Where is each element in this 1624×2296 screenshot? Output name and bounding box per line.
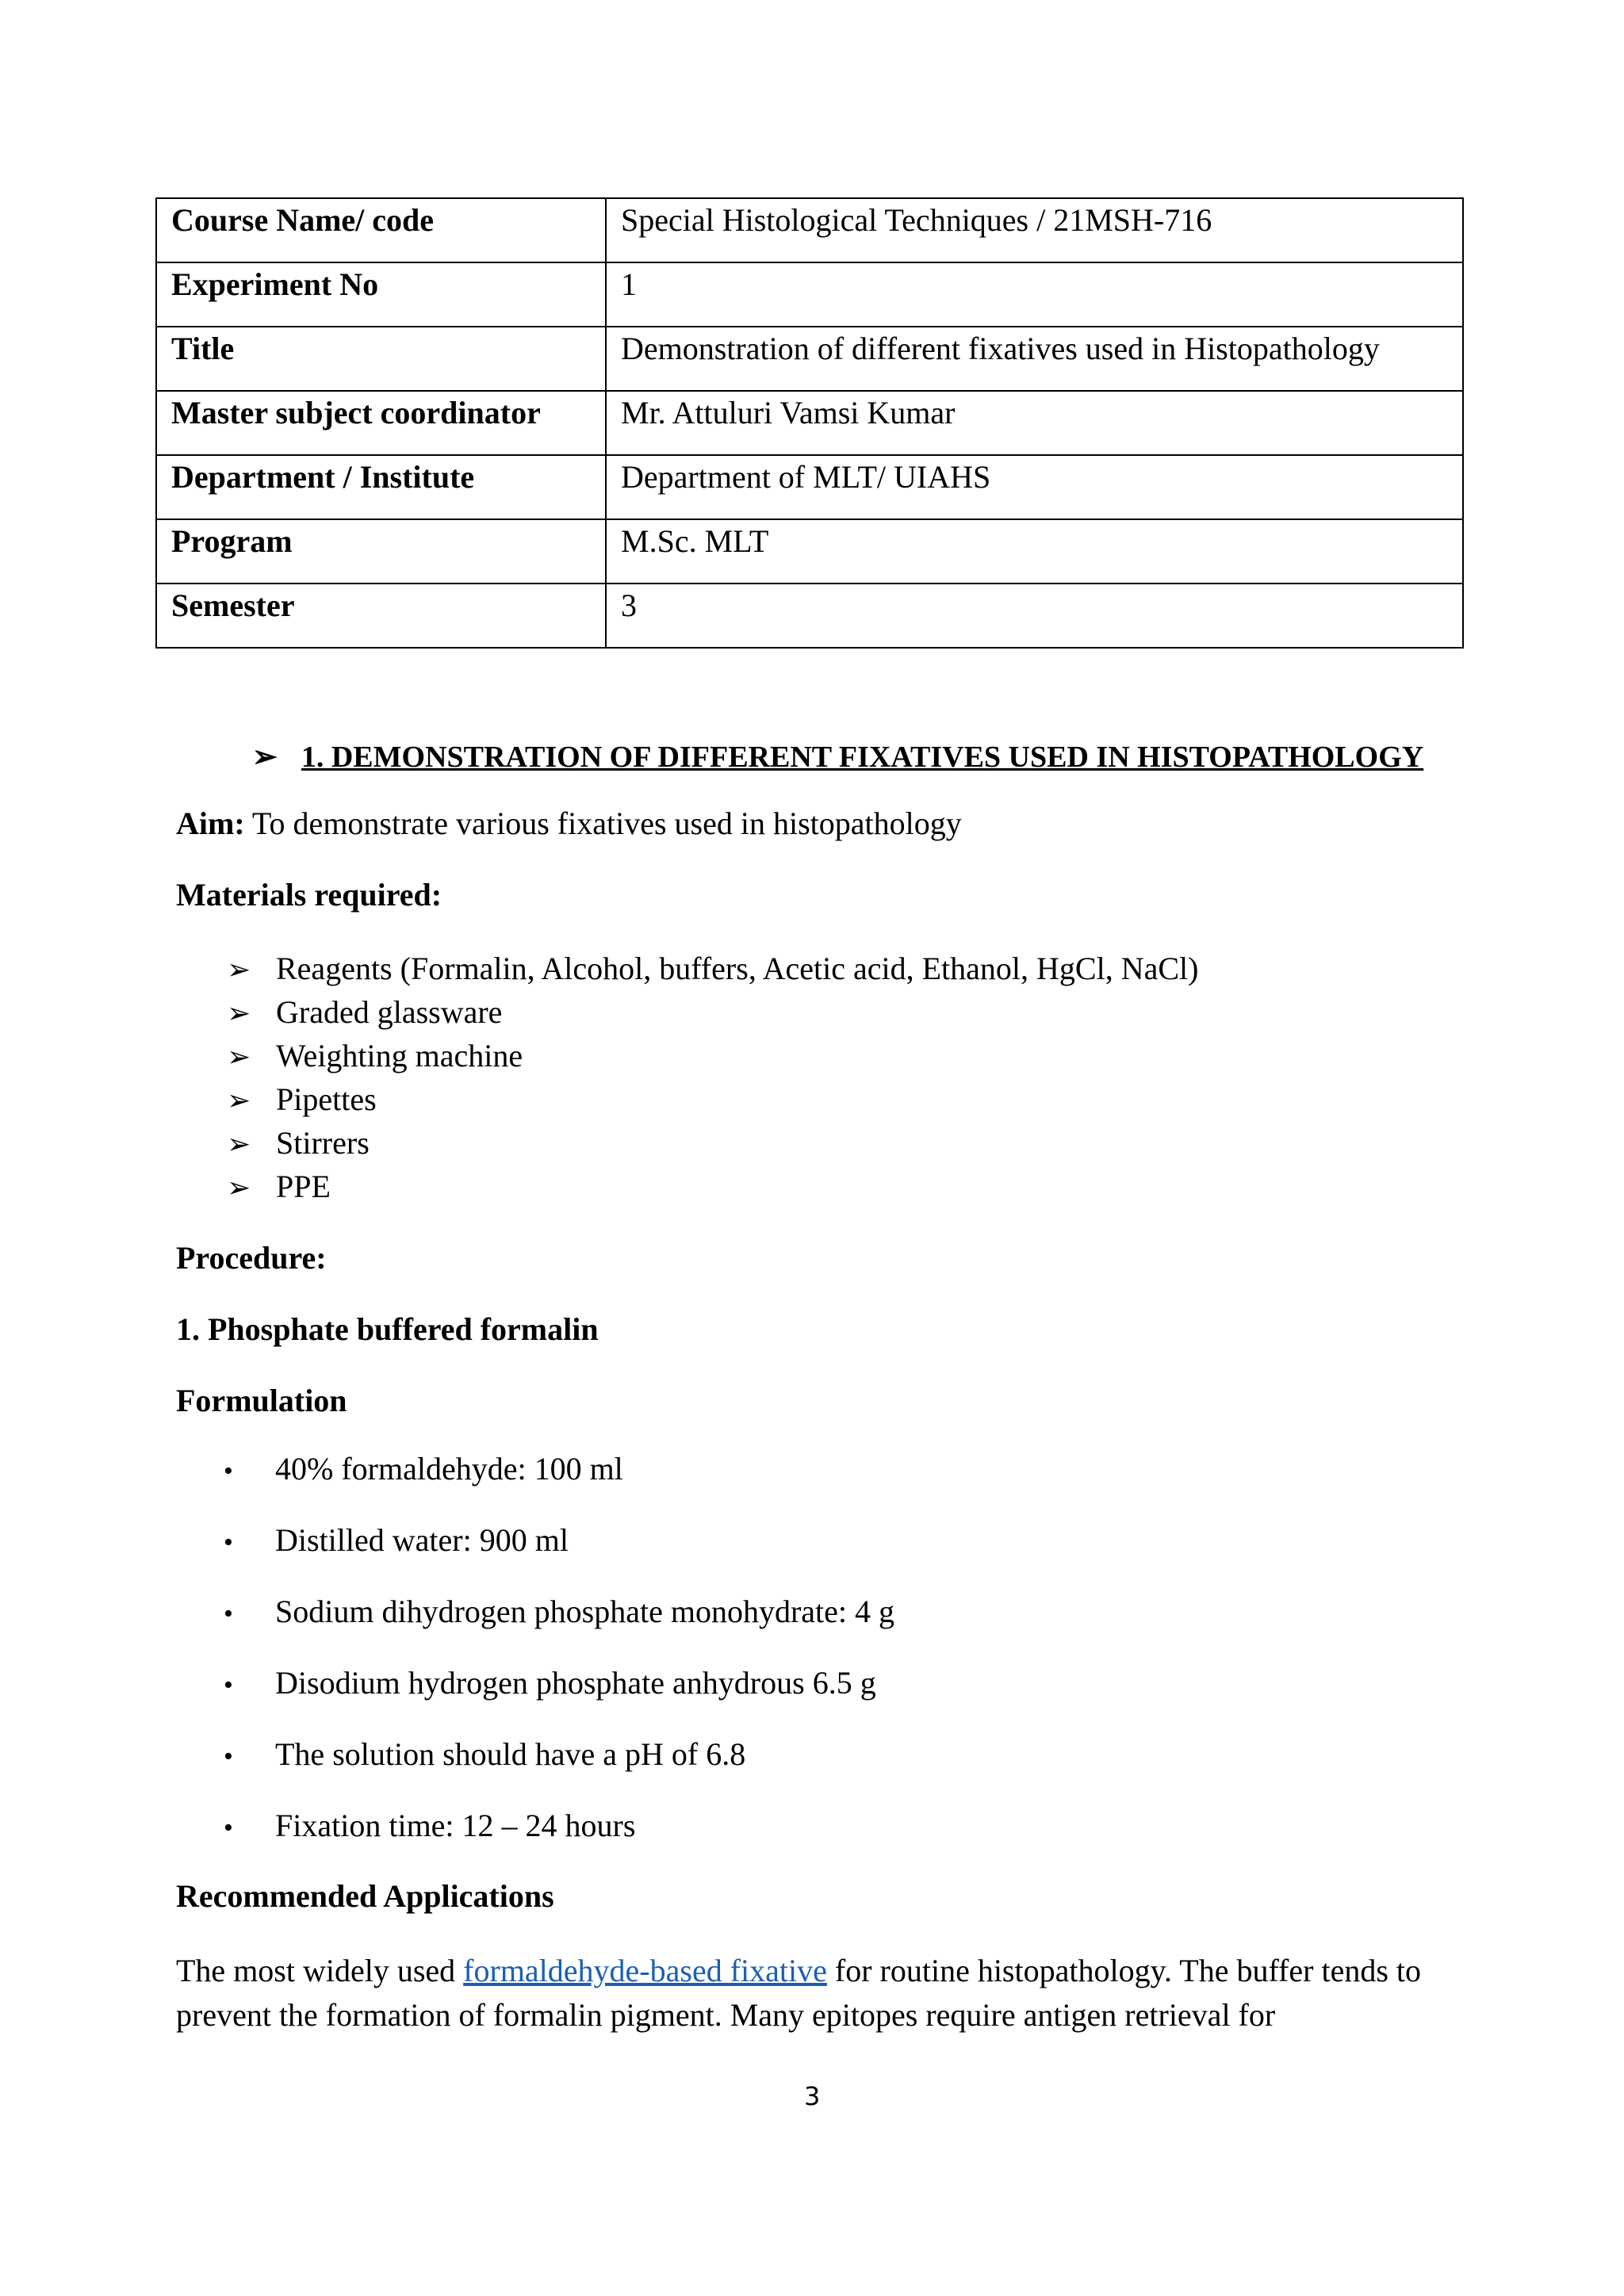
list-item: ➢ PPE — [227, 1165, 1198, 1208]
applications-paragraph: The most widely used formaldehyde-based fixative for routine histopathology. The buffer tends to prevent the formation of formalin pigment. Many epitopes require antigen retrieval for — [176, 1953, 1421, 2033]
applications-heading: Recommended Applications — [176, 1878, 554, 1914]
table-row — [156, 584, 1463, 648]
list-item: • Disodium hydrogen phosphate anhydrous 6.5 g — [224, 1665, 894, 1736]
row-value: M.Sc. MLT — [606, 519, 1463, 584]
arrow-bullet-icon: ➢ — [227, 1172, 251, 1203]
row-value: Department of MLT/ UIAHS — [606, 455, 1463, 519]
aim-label: Aim: — [176, 806, 245, 841]
row-label: Semester — [156, 584, 606, 648]
procedure-heading: Procedure: — [176, 1240, 327, 1276]
arrow-bullet-icon: ➢ — [227, 1041, 251, 1073]
row-value: Special Histological Techniques / 21MSH-716 — [606, 198, 1463, 262]
bullet-icon: • — [224, 1742, 233, 1771]
course-info-table — [155, 197, 1464, 649]
table-row — [156, 198, 1463, 262]
fixative-link[interactable]: formaldehyde-based fixative — [463, 1953, 827, 1988]
arrow-bullet-icon: ➢ — [227, 1085, 251, 1116]
aim-text: To demonstrate various fixatives used in histopathology — [244, 806, 962, 841]
section-heading — [252, 739, 1423, 775]
row-value: 1 — [606, 262, 1463, 327]
list-item: • The solution should have a pH of 6.8 — [224, 1736, 894, 1808]
list-item: • 40% formaldehyde: 100 ml — [224, 1451, 894, 1522]
table-row — [156, 391, 1463, 455]
list-item: • Sodium dihydrogen phosphate monohydrate: 4 g — [224, 1594, 894, 1665]
row-label: Department / Institute — [156, 455, 606, 519]
table-row — [156, 327, 1463, 391]
row-label: Program — [156, 519, 606, 584]
list-item: • Distilled water: 900 ml — [224, 1522, 894, 1594]
row-value: Mr. Attuluri Vamsi Kumar — [606, 391, 1463, 455]
bullet-icon: • — [224, 1670, 233, 1700]
list-item: ➢ Weighting machine — [227, 1034, 1198, 1077]
row-value: 3 — [606, 584, 1463, 648]
section-heading-text: 1. DEMONSTRATION OF DIFFERENT FIXATIVES USED IN HISTOPATHOLOGY — [301, 740, 1424, 774]
bullet-icon: • — [224, 1599, 233, 1628]
list-item: ➢ Stirrers — [227, 1121, 1198, 1165]
materials-heading: Materials required: — [176, 877, 442, 913]
row-value: Demonstration of different fixatives used in Histopathology — [606, 327, 1463, 391]
formulation-heading: Formulation — [176, 1383, 347, 1418]
list-item: ➢ Graded glassware — [227, 990, 1198, 1034]
sub-heading: 1. Phosphate buffered formalin — [176, 1311, 599, 1347]
aim-line — [176, 806, 962, 842]
list-item: ➢ Pipettes — [227, 1077, 1198, 1121]
formulation-list — [224, 1451, 894, 1879]
table-row — [156, 519, 1463, 584]
row-label: Master subject coordinator — [156, 391, 606, 455]
arrow-bullet-icon: ➢ — [227, 997, 251, 1029]
row-label: Experiment No — [156, 262, 606, 327]
bullet-icon: • — [224, 1456, 233, 1486]
table-row — [156, 262, 1463, 327]
bullet-icon: • — [224, 1813, 233, 1843]
page-number: 3 — [804, 2081, 821, 2111]
list-item: • Fixation time: 12 – 24 hours — [224, 1808, 894, 1879]
row-label: Title — [156, 327, 606, 391]
row-label: Course Name/ code — [156, 198, 606, 262]
materials-list — [227, 947, 1198, 1208]
arrow-bullet-icon: ➢ — [227, 954, 251, 985]
list-item: ➢ Reagents (Formalin, Alcohol, buffers, Acetic acid, Ethanol, HgCl, NaCl) — [227, 947, 1198, 990]
arrow-bullet-icon: ➢ — [252, 740, 278, 774]
bullet-icon: • — [224, 1528, 233, 1557]
table-row — [156, 455, 1463, 519]
arrow-bullet-icon: ➢ — [227, 1128, 251, 1160]
